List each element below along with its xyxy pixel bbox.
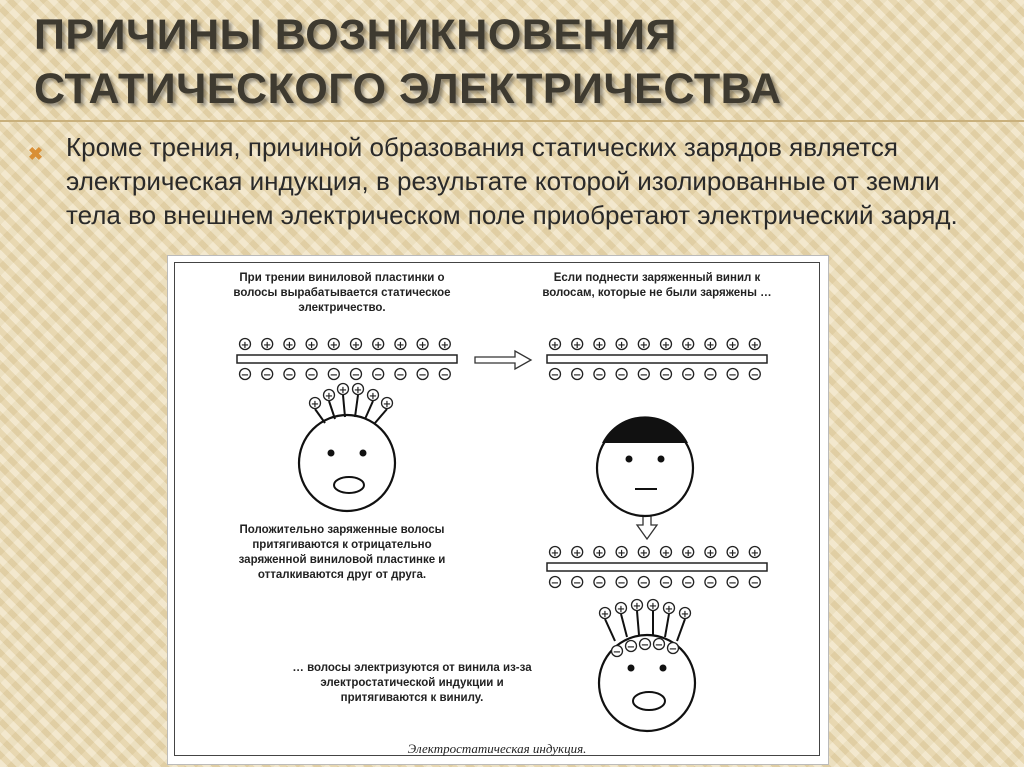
induced-hair-charge-sign: + [600, 609, 610, 620]
vinyl-left-plus-charge-sign: + [285, 340, 294, 351]
induction-figure [167, 255, 829, 765]
induced-hair-strand [621, 614, 627, 637]
induced-hair-charge-sign: + [680, 609, 690, 620]
vinyl-right-top-plus-charge-sign: + [684, 340, 693, 351]
title-divider [0, 120, 1024, 122]
slide-title: ПРИЧИНЫ ВОЗНИКНОВЕНИЯ СТАТИЧЕСКОГО ЭЛЕКТРИЧЕСТВА [34, 11, 782, 113]
vinyl-right-bottom-minus-charge-sign: − [639, 578, 648, 589]
vinyl-right-bottom-minus-charge-sign: − [573, 578, 582, 589]
left-hair-strand [375, 409, 387, 423]
induced-face-charge-sign: − [668, 644, 678, 655]
vinyl-left-plate [237, 355, 457, 363]
vinyl-left-minus-charge-sign: − [285, 370, 294, 381]
vinyl-right-bottom-minus-charge-sign: − [750, 578, 759, 589]
vinyl-right-top-minus-charge-sign: − [550, 370, 560, 381]
vinyl-right-bottom-minus-charge-sign: − [550, 578, 560, 589]
vinyl-right-top-minus-charge-sign: − [617, 370, 626, 381]
vinyl-right-top-plus-charge-sign: + [639, 340, 648, 351]
left-hair-charge-sign: + [338, 385, 348, 396]
vinyl-right-top-plus-charge-sign: + [595, 340, 604, 351]
left-face [299, 415, 395, 511]
induced-hair-charge-sign: + [632, 601, 642, 612]
body-paragraph: Кроме трения, причиной образования статических зарядов является электрическая индукция, в результате которой изолированные от земли тела во внешнем электрическом поле приобретают электрический заряд. [66, 132, 958, 230]
vinyl-right-top-minus-charge-sign: − [661, 370, 671, 381]
vinyl-right-bottom-minus-charge-sign: − [595, 578, 604, 589]
induced-hair-charge-sign: + [616, 604, 626, 615]
induced-hair-strand [605, 619, 615, 641]
vinyl-right-bottom-plus-charge-sign: + [706, 548, 715, 559]
vinyl-left-plus-charge-sign: + [307, 340, 316, 351]
induced-face-charge-sign: − [640, 640, 650, 651]
vinyl-left-minus-charge-sign: − [440, 370, 449, 381]
vinyl-right-top-plus-charge-sign: + [617, 340, 626, 351]
left-face-eye [360, 450, 367, 457]
vinyl-left-plus-charge-sign: + [396, 340, 405, 351]
left-hair-charge-sign: + [353, 385, 363, 396]
vinyl-left-minus-charge-sign: − [396, 370, 405, 381]
x-bullet-icon: ✖ [28, 144, 44, 164]
vinyl-right-top-minus-charge-sign: − [728, 370, 737, 381]
vinyl-right-top-minus-charge-sign: − [595, 370, 604, 381]
caption-top-left: При трении виниловой пластинки о волосы вырабатывается статическое электричество. [233, 272, 451, 314]
vinyl-left-minus-charge-sign: − [418, 370, 427, 381]
vinyl-left-minus-charge-sign: − [351, 370, 361, 381]
caption-top-right: Если поднести заряженный винил к волосам, которые не были заряжены … [542, 272, 772, 299]
vinyl-left-plus-charge-sign: + [374, 340, 383, 351]
right-arrow-icon [475, 351, 531, 369]
vinyl-right-bottom-minus-charge-sign: − [661, 578, 671, 589]
vinyl-right-top-minus-charge-sign: − [706, 370, 715, 381]
left-face-mouth [334, 477, 364, 493]
caption-middle-left: Положительно заряженные волосы притягиваются к отрицательно заряженной виниловой пластинке и отталкиваются друг от друга. [238, 524, 446, 581]
vinyl-right-top-plate [547, 355, 767, 363]
vinyl-right-bottom-plus-charge-sign: + [617, 548, 626, 559]
vinyl-left-plus-charge-sign: + [263, 340, 272, 351]
induced-hair-charge-sign: + [648, 601, 658, 612]
vinyl-right-bottom-minus-charge-sign: − [684, 578, 693, 589]
left-hair-charge-sign: + [368, 391, 378, 402]
induced-hair-charge-sign: + [664, 604, 674, 615]
induced-face-eye [660, 665, 667, 672]
induced-hair-strand [665, 614, 669, 637]
vinyl-right-top-plus-charge-sign: + [728, 340, 737, 351]
right-face-hair [602, 416, 688, 443]
vinyl-right-top-minus-charge-sign: − [684, 370, 693, 381]
vinyl-right-bottom-plus-charge-sign: + [595, 548, 604, 559]
induced-face-eye [628, 665, 635, 672]
figure-caption: Электростатическая индукция. [407, 741, 587, 756]
vinyl-right-bottom-minus-charge-sign: − [706, 578, 715, 589]
left-hair-strand [315, 409, 325, 423]
vinyl-left-plus-charge-sign: + [240, 340, 250, 351]
right-face-eye [658, 456, 665, 463]
vinyl-right-bottom-plus-charge-sign: + [573, 548, 582, 559]
vinyl-right-bottom-plus-charge-sign: + [728, 548, 737, 559]
vinyl-left-minus-charge-sign: − [329, 370, 338, 381]
vinyl-right-bottom-plus-charge-sign: + [661, 548, 671, 559]
vinyl-right-top-minus-charge-sign: − [573, 370, 582, 381]
left-hair-strand [365, 401, 373, 419]
vinyl-right-bottom-plus-charge-sign: + [550, 548, 560, 559]
vinyl-left-minus-charge-sign: − [374, 370, 383, 381]
caption-bottom-left: … волосы электризуются от винила из-за электростатической индукции и притягиваются к винилу. [292, 662, 532, 704]
vinyl-right-bottom-plus-charge-sign: + [684, 548, 693, 559]
vinyl-right-top-plus-charge-sign: + [573, 340, 582, 351]
vinyl-right-top-minus-charge-sign: − [750, 370, 759, 381]
vinyl-left-plus-charge-sign: + [351, 340, 361, 351]
left-hair-strand [343, 395, 345, 417]
induced-face-charge-sign: − [612, 647, 622, 658]
figure-frame [174, 262, 820, 756]
vinyl-right-top-plus-charge-sign: + [661, 340, 671, 351]
vinyl-right-top-plus-charge-sign: + [750, 340, 759, 351]
left-hair-charge-sign: + [382, 399, 392, 410]
induction-diagram [175, 263, 821, 757]
vinyl-right-bottom-plus-charge-sign: + [750, 548, 759, 559]
right-face-eye [626, 456, 633, 463]
vinyl-left-minus-charge-sign: − [263, 370, 272, 381]
vinyl-right-bottom-minus-charge-sign: − [617, 578, 626, 589]
induced-hair-strand [677, 619, 685, 641]
vinyl-right-bottom-minus-charge-sign: − [728, 578, 737, 589]
vinyl-right-top-plus-charge-sign: + [706, 340, 715, 351]
vinyl-right-bottom-plus-charge-sign: + [639, 548, 648, 559]
vinyl-left-plus-charge-sign: + [440, 340, 449, 351]
vinyl-left-plus-charge-sign: + [418, 340, 427, 351]
induced-hair-strand [637, 611, 639, 635]
vinyl-right-top-minus-charge-sign: − [639, 370, 648, 381]
induced-face-mouth [633, 692, 665, 710]
vinyl-left-plus-charge-sign: + [329, 340, 338, 351]
vinyl-right-bottom-plate [547, 563, 767, 571]
left-hair-strand [355, 395, 358, 417]
left-face-eye [328, 450, 335, 457]
vinyl-right-top-plus-charge-sign: + [550, 340, 560, 351]
left-hair-charge-sign: + [324, 391, 334, 402]
vinyl-left-minus-charge-sign: − [240, 370, 250, 381]
induced-face-charge-sign: − [654, 640, 664, 651]
vinyl-left-minus-charge-sign: − [307, 370, 316, 381]
left-hair-charge-sign: + [310, 399, 320, 410]
induced-face-charge-sign: − [626, 642, 636, 653]
